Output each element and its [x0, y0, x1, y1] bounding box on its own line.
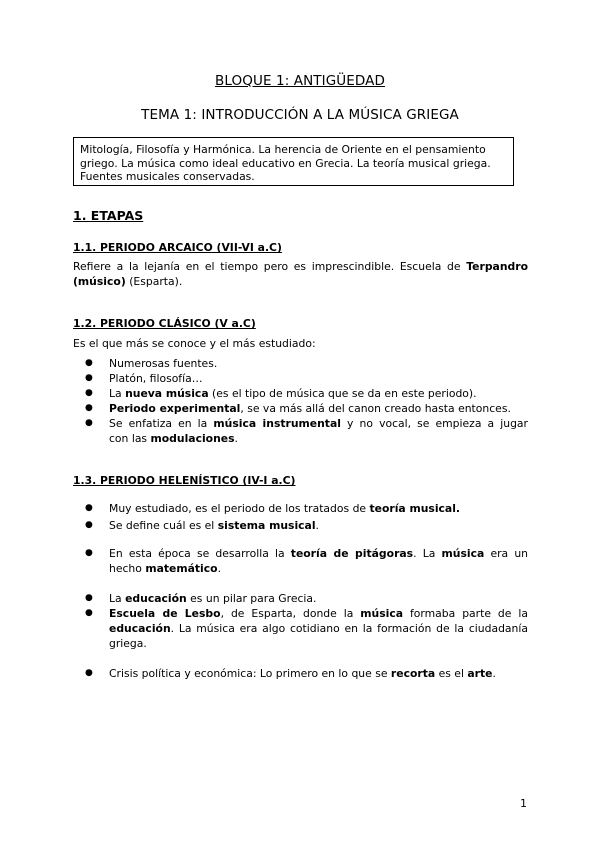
- list-item-text: [109, 666, 528, 681]
- paragraph-arcaico-line-2: [73, 274, 528, 289]
- text-run: .: [234, 432, 238, 445]
- paragraph-clasico-intro: Es el que más se conoce y el más estudiado:: [73, 337, 316, 350]
- list-item-text: [109, 501, 528, 516]
- bold-run: sistema musical: [217, 519, 316, 532]
- list-item-line-1: [109, 416, 528, 431]
- list-item-text: [109, 591, 528, 606]
- list-item: [85, 591, 528, 606]
- bullet-icon: ●: [85, 358, 93, 368]
- bold-run: Periodo experimental: [109, 402, 241, 415]
- bullet-icon: ●: [85, 608, 93, 618]
- bold-run: recorta: [390, 667, 436, 680]
- text-run: es un pilar para Grecia.: [186, 592, 317, 605]
- bold-run: educación: [109, 622, 171, 635]
- bloque-title: BLOQUE 1: ANTIGÜEDAD: [215, 73, 385, 89]
- list-item-text: [109, 546, 528, 576]
- text-run: formaba parte de la: [403, 607, 528, 620]
- summary-line-3: Fuentes musicales conservadas.: [80, 170, 255, 183]
- list-item-text: [109, 518, 528, 533]
- list-item: [85, 518, 528, 533]
- text-run: .: [217, 562, 221, 575]
- list-item: [85, 356, 528, 371]
- bold-run: teoría de pitágoras: [290, 547, 414, 560]
- list-item: [85, 416, 528, 446]
- bullet-icon: ●: [85, 403, 93, 413]
- bold-run: arte: [467, 667, 493, 680]
- list-item-line-3: griega.: [109, 637, 147, 650]
- bold-run: música: [360, 607, 404, 620]
- text-run: Crisis política y económica: Lo primero en lo que se: [109, 667, 391, 680]
- text-run: , de Esparta, donde la: [220, 607, 361, 620]
- list-item-line-2: [109, 621, 528, 636]
- text-run: (es el tipo de música que se da en este periodo).: [208, 387, 477, 400]
- section-heading-etapas: 1. ETAPAS: [73, 208, 144, 223]
- text-run: (Esparta).: [125, 275, 183, 288]
- bold-run: (músico): [73, 275, 126, 288]
- list-item-line-1: [109, 546, 528, 561]
- text-run: es el: [435, 667, 468, 680]
- list-item: [85, 371, 528, 386]
- text-run: La: [109, 592, 126, 605]
- paragraph-arcaico-line-1: [73, 259, 528, 274]
- paragraph-arcaico: [73, 259, 528, 289]
- list-item-text: [109, 386, 528, 401]
- list-item: [85, 401, 528, 416]
- page-number: 1: [520, 797, 527, 810]
- summary-line-2: griego. La música como ideal educativo en Grecia. La teoría musical griega.: [80, 156, 491, 170]
- bullet-icon: ●: [85, 373, 93, 383]
- list-item-text: [109, 401, 528, 416]
- subheading-clasico: 1.2. PERIODO CLÁSICO (V a.C): [73, 317, 256, 330]
- list-item-line-2: [109, 431, 528, 446]
- bold-run: educación: [125, 592, 187, 605]
- bullet-icon: ●: [85, 503, 93, 513]
- list-item: [85, 501, 528, 516]
- bullet-icon: ●: [85, 668, 93, 678]
- text-run: , se va más allá del canon creado hasta entonces.: [240, 402, 511, 415]
- list-item-line-1: [109, 606, 528, 621]
- bold-run: matemático: [145, 562, 218, 575]
- bold-run: Terpandro: [466, 260, 528, 273]
- subheading-arcaico: 1.1. PERIODO ARCAICO (VII-VI a.C): [73, 241, 282, 254]
- text-run: Se define cuál es el: [109, 519, 218, 532]
- summary-box: [73, 137, 514, 186]
- bullet-icon: ●: [85, 520, 93, 530]
- text-run: La: [109, 387, 126, 400]
- list-item-text: [109, 416, 528, 446]
- list-item: [85, 666, 528, 681]
- text-run: Refiere a la lejanía en el tiempo pero es imprescindible. Escuela de: [73, 260, 467, 273]
- bullet-icon: ●: [85, 548, 93, 558]
- list-item-text: Platón, filosofía…: [109, 372, 203, 385]
- text-run: hecho: [109, 562, 146, 575]
- list-item: [85, 606, 528, 651]
- bullet-icon: ●: [85, 418, 93, 428]
- text-run: era un: [484, 547, 529, 560]
- text-run: Muy estudiado, es el periodo de los tratados de: [109, 502, 370, 515]
- bold-run: música: [441, 547, 485, 560]
- tema-title: TEMA 1: INTRODUCCIÓN A LA MÚSICA GRIEGA: [141, 107, 459, 123]
- text-run: Se enfatiza en la: [109, 417, 214, 430]
- list-item: [85, 386, 528, 401]
- bold-run: modulaciones: [150, 432, 235, 445]
- list-item-text: Numerosas fuentes.: [109, 357, 218, 370]
- list-item-text: [109, 606, 528, 651]
- text-run: En esta época se desarrolla la: [109, 547, 291, 560]
- bold-run: música instrumental: [213, 417, 341, 430]
- text-run: . La música era algo cotidiano en la formación de la ciudadanía: [170, 622, 528, 635]
- text-run: .: [492, 667, 496, 680]
- text-run: y no vocal, se empieza a jugar: [340, 417, 528, 430]
- subheading-helenistico: 1.3. PERIODO HELENÍSTICO (IV-I a.C): [73, 474, 296, 487]
- text-run: . La: [413, 547, 442, 560]
- summary-line-1: Mitología, Filosofía y Harmónica. La herencia de Oriente en el pensamiento: [80, 143, 486, 156]
- bullet-icon: ●: [85, 388, 93, 398]
- list-item-line-2: [109, 561, 528, 576]
- bold-run: Escuela de Lesbo: [109, 607, 221, 620]
- text-run: con las: [109, 432, 151, 445]
- bold-run: teoría musical.: [369, 502, 461, 515]
- list-item: [85, 546, 528, 576]
- bold-run: nueva música: [125, 387, 209, 400]
- bullet-icon: ●: [85, 593, 93, 603]
- text-run: .: [315, 519, 319, 532]
